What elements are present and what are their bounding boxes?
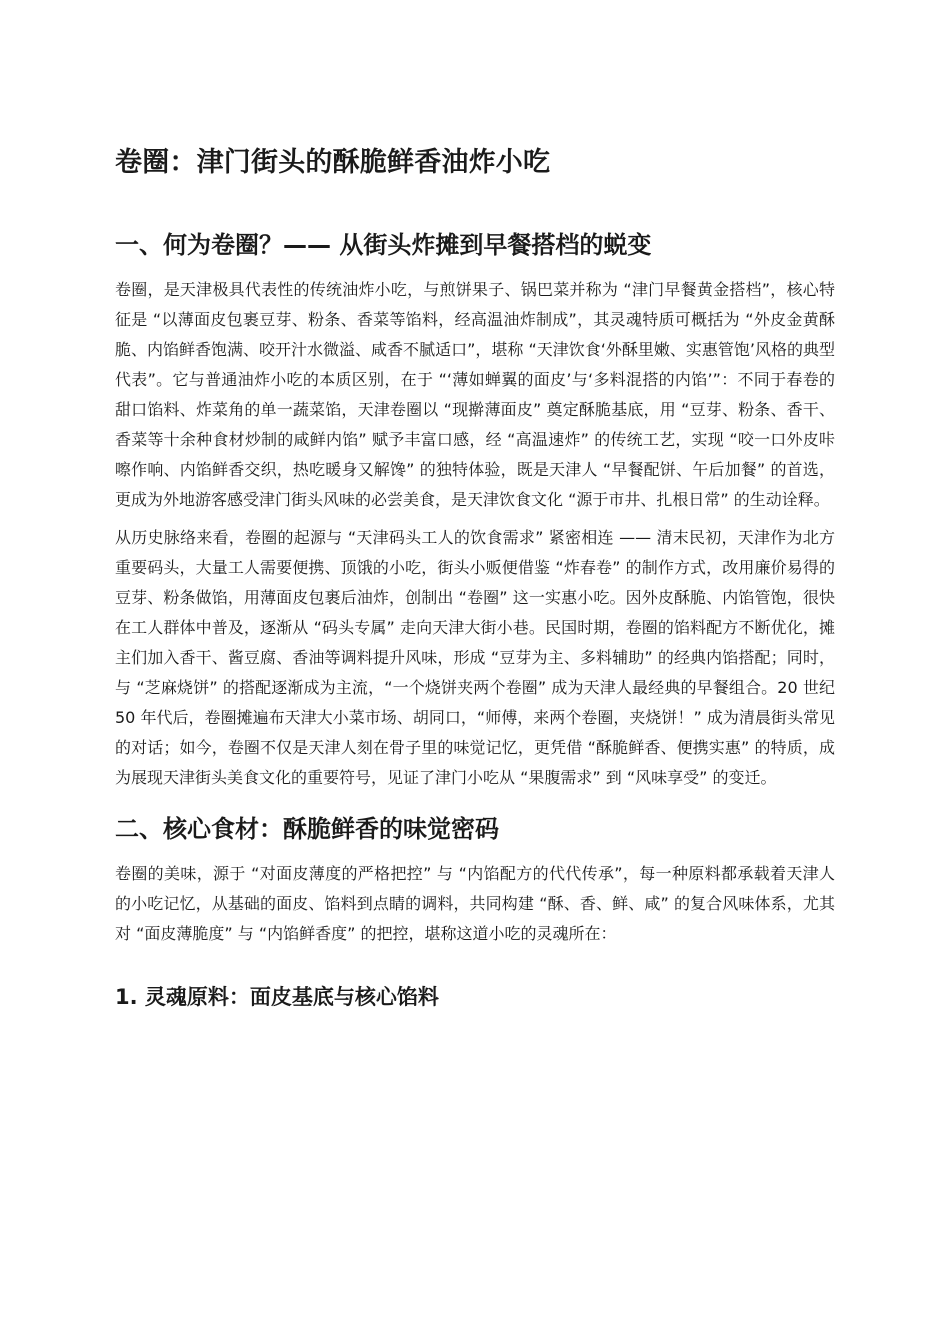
body-paragraph: 卷圈，是天津极具代表性的传统油炸小吃，与煎饼果子、锅巴菜并称为 “津门早餐黄金搭档”，核心特征是 “以薄面皮包裹豆芽、粉条、香菜等馅料，经高温油炸制成”，其灵魂特质可概括为 “外皮金黄酥脆、内馅鲜香饱满、咬开汁水微溢、咸香不腻适口”，堪称 “天津饮食‘外酥里嫩、实惠管饱’风格的典型代表”。它与普通油炸小吃的本质区别，在于 “‘薄如蝉翼的面皮’与‘多料混搭的内馅’”：不同于春卷的甜口馅料、炸菜角的单一蔬菜馅，天津卷圈以 “现擀薄面皮” 奠定酥脆基底，用 “豆芽、粉条、香干、香菜等十余种食材炒制的咸鲜内馅” 赋予丰富口感，经 “高温速炸” 的传统工艺，实现 “咬一口外皮咔嚓作响、内馅鲜香交织，热吃暖身又解馋” 的独特体验，既是天津人 “早餐配饼、午后加餐” 的首选，更成为外地游客感受津门街头风味的必尝美食，是天津饮食文化 “源于市井、扎根日常” 的生动诠释。 (115, 280, 835, 509)
subsection-heading: 1. 灵魂原料：面皮基底与核心馅料 (115, 985, 439, 1009)
body-paragraph: 从历史脉络来看，卷圈的起源与 “天津码头工人的饮食需求” 紧密相连 —— 清末民初，天津作为北方重要码头，大量工人需要便携、顶饿的小吃，街头小贩便借鉴 “炸春卷” 的制作方式，改用廉价易得的豆芽、粉条做馅，用薄面皮包裹后油炸，创制出 “卷圈” 这一实惠小吃。因外皮酥脆、内馅管饱，很快在工人群体中普及，逐渐从 “码头专属” 走向天津大街小巷。民国时期，卷圈的馅料配方不断优化，摊主们加入香干、酱豆腐、香油等调料提升风味，形成 “豆芽为主、多料辅助” 的经典内馅搭配；同时，与 “芝麻烧饼” 的搭配逐渐成为主流，“一个烧饼夹两个卷圈” 成为天津人最经典的早餐组合。20 世纪 50 年代后，卷圈摊遍布天津大小菜市场、胡同口，“师傅，来两个卷圈，夹烧饼！” 成为清晨街头常见的对话；如今，卷圈不仅是天津人刻在骨子里的味觉记忆，更凭借 “酥脆鲜香、便携实惠” 的特质，成为展现天津街头美食文化的重要符号，见证了津门小吃从 “果腹需求” 到 “风味享受” 的变迁。 (115, 528, 835, 787)
section-heading: 二、核心食材：酥脆鲜香的味觉密码 (115, 815, 499, 843)
section-ingredients (115, 811, 835, 1013)
section-history (115, 227, 835, 793)
document-title: 卷圈：津门街头的酥脆鲜香油炸小吃 (115, 147, 551, 178)
body-paragraph: 卷圈的美味，源于 “对面皮薄度的严格把控” 与 “内馅配方的代代传承”，每一种原料都承载着天津人的小吃记忆，从基础的面皮、馅料到点睛的调料，共同构建 “酥、香、鲜、咸” 的复合风味体系，尤其对 “面皮薄脆度” 与 “内馅鲜香度” 的把控，堪称这道小吃的灵魂所在： (115, 864, 835, 943)
section-heading: 一、何为卷圈？—— 从街头炸摊到早餐搭档的蜕变 (115, 231, 652, 259)
